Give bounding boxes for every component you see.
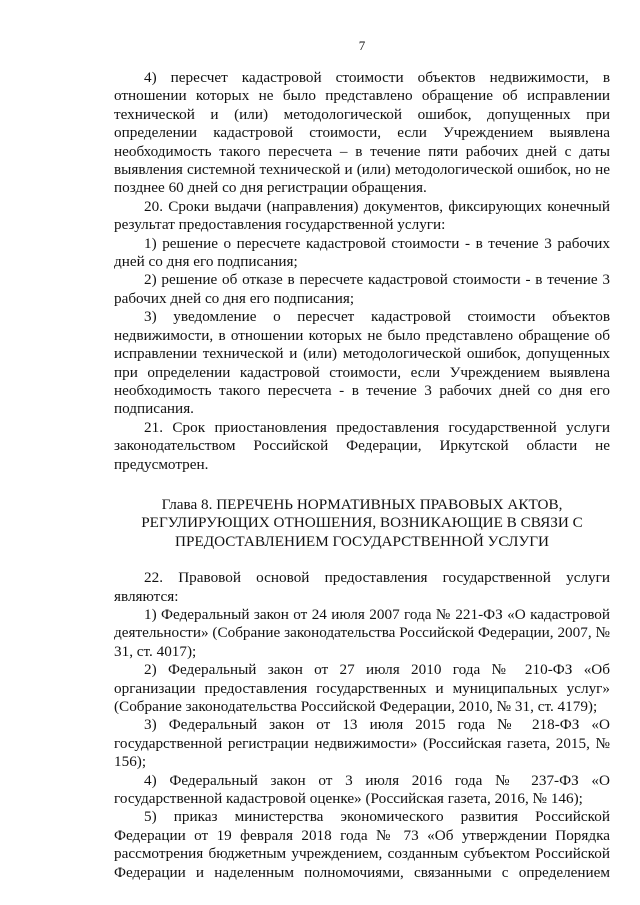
chapter-heading-line-3: ПРЕДОСТАВЛЕНИЕМ ГОСУДАРСТВЕННОЙ УСЛУГИ bbox=[175, 532, 549, 550]
page-number: 7 bbox=[358, 38, 366, 53]
paragraph-21: 21. Срок приостановления предоставления государственной услуги законодательством Российской Федерации, Иркутской области не предусмотрен. bbox=[114, 418, 610, 473]
paragraph-19-item-4: 4) пересчет кадастровой стоимости объектов недвижимости, в отношении которых не было представлено обращение об исправлении технической и (или) методологической ошибок, допущенных при определении кадастровой стоимости, если Учреждением выявлена необходимость такого пересчета – в течение пяти рабочих дней с даты выявления системной технической и (или) методологической ошибок, но не позднее 60 дней со дня регистрации обращения. bbox=[114, 69, 610, 197]
paragraph-20-item-1: 1) решение о пересчете кадастровой стоимости - в течение 3 рабочих дней со дня его подписания; bbox=[114, 234, 610, 271]
paragraph-22-item-2: 2) Федеральный закон от 27 июля 2010 года № 210-ФЗ «Об организации предоставления государственных и муниципальных услуг» (Собрание законодательства Российской Федерации, 2010, № 31, ст. 4179); bbox=[114, 661, 610, 715]
chapter-heading-line-2: РЕГУЛИРУЮЩИХ ОТНОШЕНИЯ, ВОЗНИКАЮЩИЕ В СВЯЗИ С bbox=[141, 514, 583, 532]
paragraph-20-item-2: 2) решение об отказе в пересчете кадастровой стоимости - в течение 3 рабочих дней со дня его подписания; bbox=[114, 271, 610, 307]
chapter-heading-line-1: Глава 8. ПЕРЕЧЕНЬ НОРМАТИВНЫХ ПРАВОВЫХ АКТОВ, bbox=[161, 495, 563, 513]
paragraph-22-item-4: 4) Федеральный закон от 3 июля 2016 года № 237-ФЗ «О государственной кадастровой оценке» (Российская газета, 2016, № 146); bbox=[114, 771, 610, 808]
paragraph-20: 20. Сроки выдачи (направления) документов, фиксирующих конечный результат предоставления государственной услуги: bbox=[114, 197, 610, 234]
paragraph-20-item-3: 3) уведомление о пересчет кадастровой стоимости объектов недвижимости, в отношении которых не было представлено обращение об исправлении технической и (или) методологической ошибок, допущенных при определении кадастровой стоимости, если Учреждением выявлена необходимость такого пересчета - в течение 3 рабочих дней со дня его подписания. bbox=[114, 308, 610, 418]
chapter-heading bbox=[114, 496, 610, 551]
paragraph-22-item-5: 5) приказ министерства экономического развития Российской Федерации от 19 февраля 2018 года № 73 «Об утверждении Порядка рассмотрения бюджетным учреждением, созданным субъектом Российской Федерации и наделенным полномочиями, связанными с определением bbox=[114, 808, 610, 881]
paragraph-22: 22. Правовой основой предоставления государственной услуги являются: bbox=[114, 569, 610, 605]
paragraph-22-item-1: 1) Федеральный закон от 24 июля 2007 года № 221-ФЗ «О кадастровой деятельности» (Собрание законодательства Российской Федерации, 2007, № 31, ст. 4017); bbox=[114, 605, 610, 660]
paragraph-22-item-3: 3) Федеральный закон от 13 июля 2015 года № 218-ФЗ «О государственной регистрации недвижимости» (Российская газета, 2015, № 156); bbox=[114, 716, 610, 771]
